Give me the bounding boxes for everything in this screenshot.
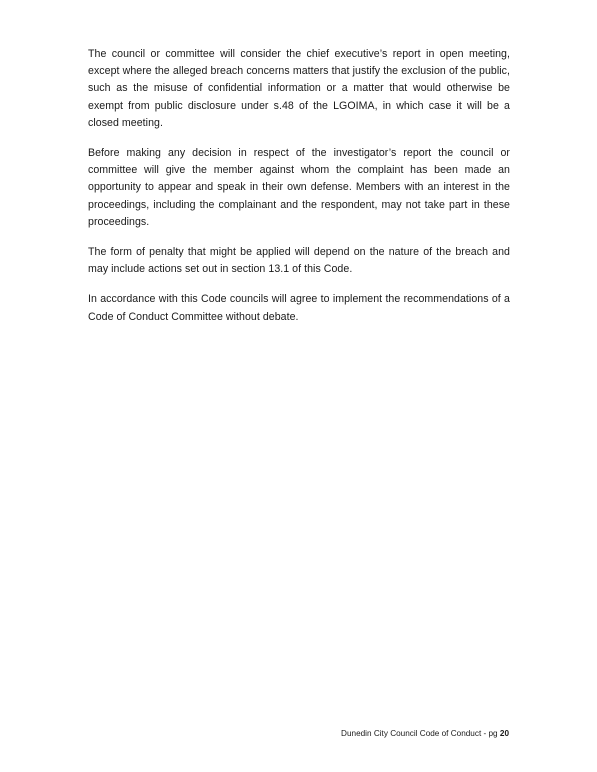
paragraph-committee-recommendations: In accordance with this Code councils will agree to implement the recommendations of a Code of Conduct Committee without debate. bbox=[88, 293, 510, 323]
paragraph-penalty: The form of penalty that might be applied will depend on the nature of the breach and may include actions set out in section 13.1 of this Code. bbox=[88, 246, 510, 276]
footer-title: Dunedin City Council Code of Conduct - pg bbox=[341, 729, 500, 738]
paragraph-member-defense: Before making any decision in respect of the investigator’s report the council or committee will give the member against whom the complaint has been made an opportunity to appear and speak in their own defense. Members with an interest in the proceedings, including the complainant and the respondent, may not take part in these proceedings. bbox=[88, 147, 510, 228]
paragraph-open-meeting: The council or committee will consider the chief executive’s report in open meeting, except where the alleged breach concerns matters that justify the exclusion of the public, such as the misuse of confidential information or a matter that would otherwise be exempt from public disclosure under s.48 of the LGOIMA, in which case it will be a closed meeting. bbox=[88, 48, 510, 129]
document-body bbox=[88, 46, 510, 339]
page-number: 20 bbox=[499, 729, 509, 738]
page-footer bbox=[341, 728, 509, 740]
